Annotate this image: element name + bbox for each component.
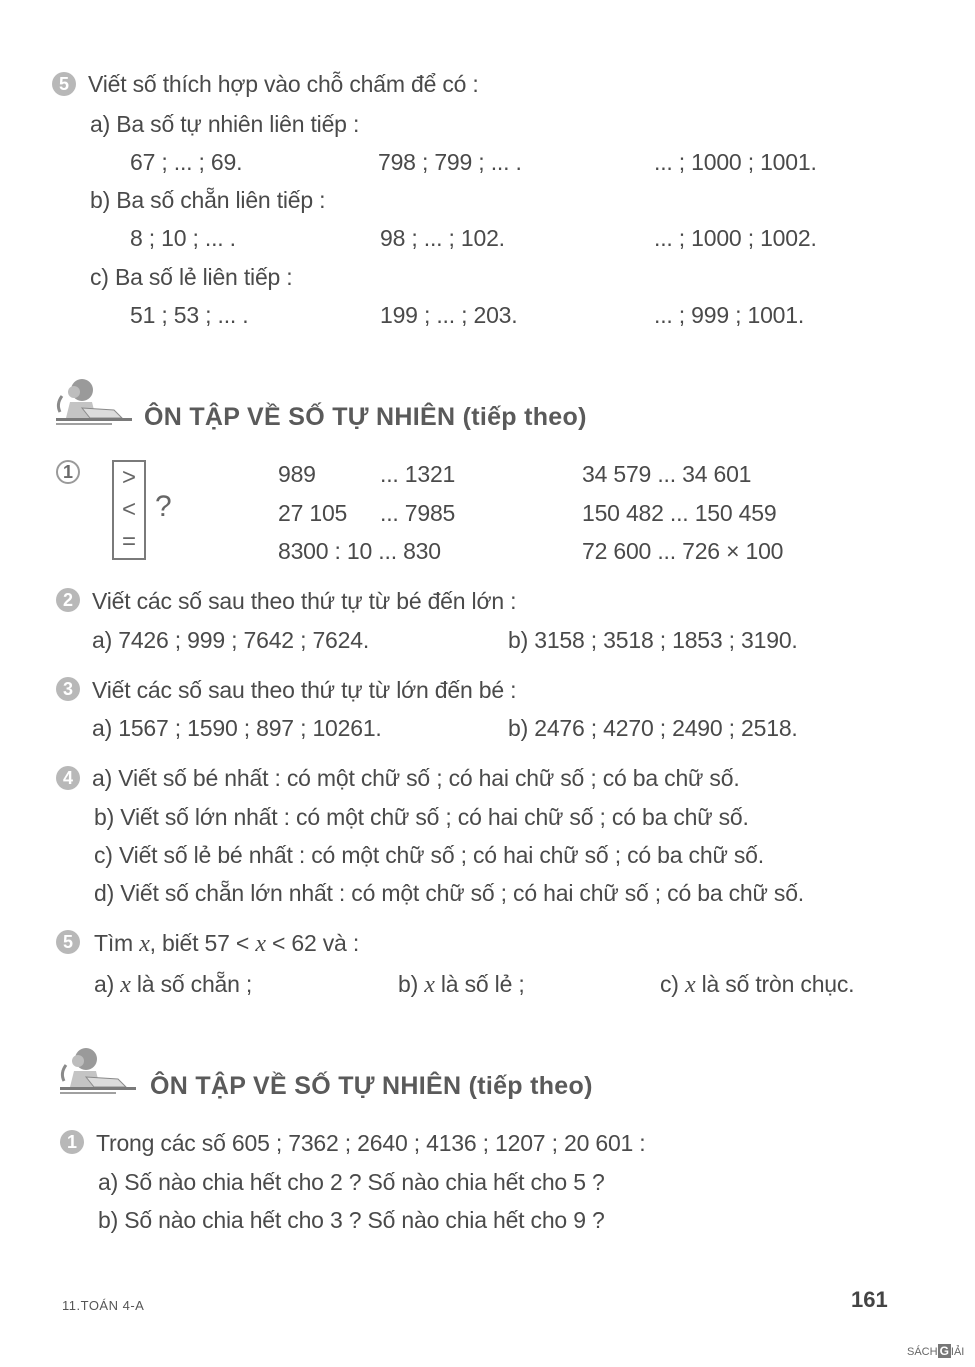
question-mark: ?	[155, 490, 172, 523]
sequence-item: 798 ; 799 ; ... .	[378, 149, 522, 175]
exercise-number-badge: 5	[56, 930, 80, 954]
comparison-cell: ... 7985	[380, 500, 456, 526]
subpart-text: b) 3158 ; 3518 ; 1853 ; 3190.	[508, 627, 798, 653]
exercise-number-badge: 1	[60, 1130, 84, 1154]
section-heading	[144, 403, 587, 432]
subpart-prefix: a)	[94, 971, 121, 997]
subpart-label: b) Ba số chẵn liên tiếp :	[90, 187, 326, 213]
section-heading-title: ÔN TẬP VỀ SỐ TỰ NHIÊN	[150, 1072, 462, 1100]
exercise-number-badge: 5	[52, 72, 76, 96]
sequence-item: ... ; 999 ; 1001.	[654, 302, 805, 328]
sequence-item: ... ; 1000 ; 1002.	[654, 225, 817, 251]
comparison-cell: 150 482 ... 150 459	[582, 500, 777, 526]
sequence-item: 67 ; ... ; 69.	[130, 149, 243, 175]
section-heading-subtitle: (tiếp theo)	[462, 403, 587, 431]
exercise-title: Viết số thích hợp vào chỗ chấm để có :	[88, 71, 479, 97]
logo-text: IẢI	[950, 1346, 965, 1358]
variable-x: x	[139, 931, 150, 957]
equal-sign: =	[121, 528, 136, 555]
subpart-text: a) Số nào chia hết cho 2 ? Số nào chia hết cho 5 ?	[98, 1169, 605, 1195]
sequence-item: 98 ; ... ; 102.	[380, 225, 505, 251]
greater-than-sign: >	[121, 464, 136, 491]
sequence-item: 8 ; 10 ; ... .	[130, 225, 236, 251]
variable-x: x	[684, 972, 696, 998]
page-number: 161	[851, 1287, 888, 1312]
sequence-item: ... ; 1000 ; 1001.	[654, 149, 817, 175]
subpart-suffix: là số chẵn ;	[130, 971, 253, 997]
subpart-text	[94, 970, 252, 999]
title-text: Tìm	[94, 930, 140, 956]
subpart-suffix: là số lẻ ;	[434, 971, 525, 997]
section-heading-subtitle: (tiếp theo)	[468, 1072, 593, 1100]
title-text: < 62 và :	[265, 930, 360, 956]
reading-girl-icon	[56, 1043, 138, 1099]
subpart-prefix: b)	[398, 971, 425, 997]
subpart-text: b) 2476 ; 4270 ; 2490 ; 2518.	[508, 715, 798, 741]
variable-x: x	[424, 972, 435, 998]
subpart-text: a) Viết số bé nhất : có một chữ số ; có hai chữ số ; có ba chữ số.	[92, 765, 740, 791]
less-than-sign: <	[121, 496, 136, 523]
subpart-label: a) Ba số tự nhiên liên tiếp :	[90, 111, 360, 137]
sequence-item: 199 ; ... ; 203.	[380, 302, 518, 328]
exercise-title: Viết các số sau theo thứ tự từ lớn đến bé :	[92, 677, 517, 703]
section-heading-title: ÔN TẬP VỀ SỐ TỰ NHIÊN	[144, 403, 456, 431]
comparison-cell: 34 579 ... 34 601	[582, 461, 752, 487]
subpart-prefix: c)	[660, 971, 685, 997]
variable-x: x	[120, 972, 131, 998]
section-heading	[150, 1072, 593, 1101]
logo-mark: G	[939, 1344, 949, 1358]
subpart-text	[660, 970, 854, 999]
exercise-title: Viết các số sau theo thứ tự từ bé đến lớn :	[92, 588, 517, 614]
subpart-suffix: là số tròn chục.	[695, 971, 855, 997]
exercise-number-badge: 2	[56, 588, 80, 612]
exercise-number-badge: 4	[56, 766, 80, 790]
comparison-cell: 8300 : 10 ... 830	[278, 538, 441, 564]
book-code: 11.TOÁN 4-A	[62, 1298, 145, 1313]
variable-x: x	[255, 931, 266, 957]
subpart-text: c) Viết số lẻ bé nhất : có một chữ số ; có hai chữ số ; có ba chữ số.	[94, 842, 764, 868]
exercise-number-badge: 1	[56, 460, 80, 484]
subpart-text: a) 1567 ; 1590 ; 897 ; 10261.	[92, 715, 382, 741]
subpart-text: b) Số nào chia hết cho 3 ? Số nào chia hết cho 9 ?	[98, 1207, 605, 1233]
publisher-logo	[907, 1344, 964, 1358]
logo-text: SÁCH	[907, 1346, 938, 1358]
subpart-text: d) Viết số chẵn lớn nhất : có một chữ số ; có hai chữ số ; có ba chữ số.	[94, 880, 804, 906]
subpart-text	[398, 970, 525, 999]
subpart-text: a) 7426 ; 999 ; 7642 ; 7624.	[92, 627, 370, 653]
comparison-cell: 72 600 ... 726 × 100	[582, 538, 784, 564]
subpart-label: c) Ba số lẻ liên tiếp :	[90, 264, 293, 290]
exercise-title: Trong các số 605 ; 7362 ; 2640 ; 4136 ; 1207 ; 20 601 :	[96, 1130, 646, 1156]
title-text: , biết 57 <	[149, 930, 256, 956]
exercise-title	[94, 929, 359, 958]
reading-girl-icon	[52, 374, 134, 430]
sequence-item: 51 ; 53 ; ... .	[130, 302, 249, 328]
exercise-number-badge: 3	[56, 677, 80, 701]
comparison-cell: 27 105	[278, 500, 348, 526]
subpart-text: b) Viết số lớn nhất : có một chữ số ; có hai chữ số ; có ba chữ số.	[94, 804, 749, 830]
comparison-cell: 989	[278, 461, 316, 487]
comparison-cell: ... 1321	[380, 461, 456, 487]
comparison-signs-box	[112, 460, 146, 560]
